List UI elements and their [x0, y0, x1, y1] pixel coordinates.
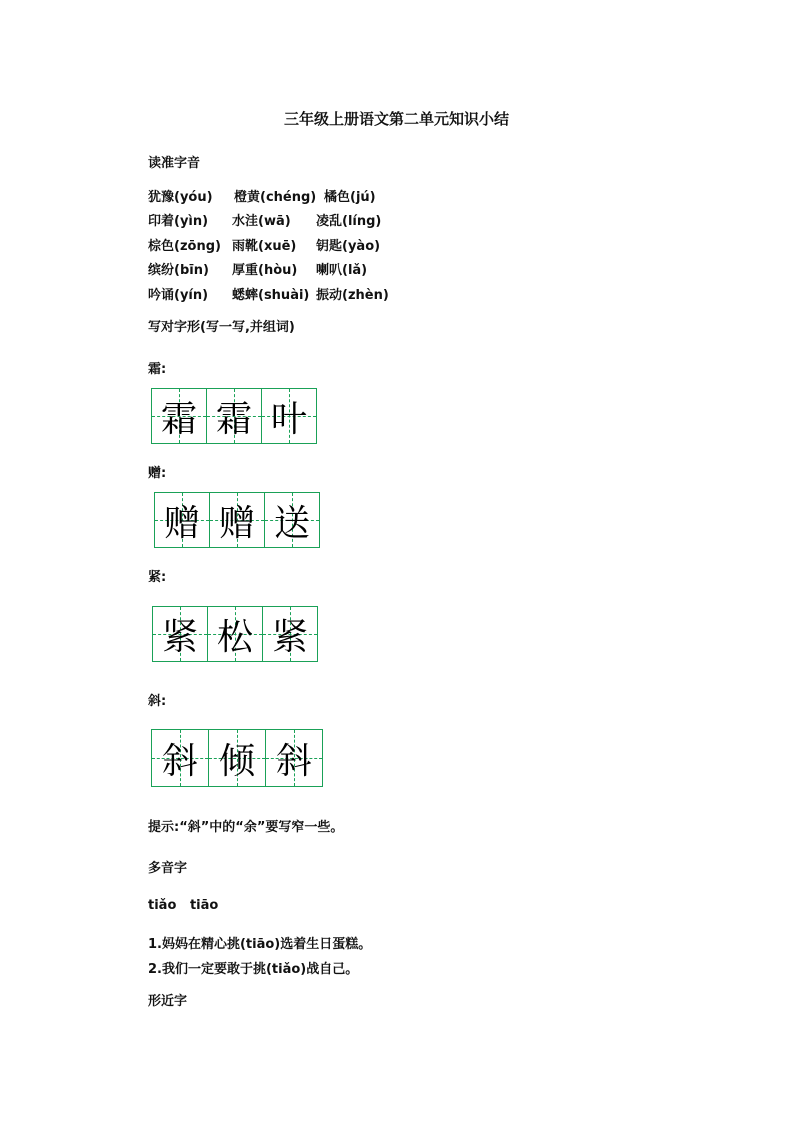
- vocab-item: 振动(zhèn): [316, 288, 389, 303]
- vocab-item: 水洼(wā): [232, 214, 291, 229]
- vocab-item: 凌乱(líng): [316, 214, 382, 229]
- grid-cell: [209, 492, 265, 548]
- section-heading-read: 读准字音: [148, 156, 201, 171]
- vocab-item: 厚重(hòu): [232, 263, 298, 278]
- polyphonic-readings: tiǎo tiāo: [148, 898, 219, 913]
- grid-glyph: 送: [273, 502, 310, 544]
- grid-glyph: 叶: [270, 398, 307, 440]
- vocab-item: 棕色(zōng): [148, 239, 221, 254]
- vocab-item: 吟诵(yín): [148, 288, 209, 303]
- section-heading-similar: 形近字: [148, 994, 188, 1009]
- grid-cell: [151, 729, 209, 787]
- grid-cell: [207, 606, 263, 662]
- vocab-item: 喇叭(lǎ): [316, 263, 368, 278]
- polyphonic-sentence: 2.我们一定要敢于挑(tiǎo)战自己。: [148, 962, 359, 977]
- polyphonic-sentence: 1.妈妈在精心挑(tiāo)选着生日蛋糕。: [148, 937, 372, 952]
- vocab-item: 橘色(jú): [324, 190, 376, 205]
- tip-text: 提示:“斜”中的“余”要写窄一些。: [148, 820, 344, 835]
- vocab-item: 钥匙(yào): [316, 239, 381, 254]
- grid-cell: [261, 388, 317, 444]
- vocab-item: 缤纷(bīn): [148, 263, 209, 278]
- grid-cell: [154, 492, 210, 548]
- grid-glyph: 赠: [163, 502, 200, 544]
- grid-cell: [151, 388, 207, 444]
- vocab-item: 印着(yìn): [148, 214, 209, 229]
- char-label: 霜:: [148, 362, 167, 377]
- grid-glyph: 霜: [160, 398, 197, 440]
- grid-cell: [152, 606, 208, 662]
- grid-glyph: 斜: [161, 740, 198, 782]
- writing-grid: [151, 729, 322, 787]
- page-title: 三年级上册语文第二单元知识小结: [283, 110, 509, 128]
- writing-grid: [151, 388, 316, 444]
- grid-cell: [206, 388, 262, 444]
- vocab-item: 雨靴(xuē): [232, 239, 297, 254]
- grid-glyph: 赠: [218, 502, 255, 544]
- grid-glyph: 倾: [218, 740, 255, 782]
- grid-cell: [208, 729, 266, 787]
- grid-glyph: 松: [216, 616, 253, 658]
- grid-glyph: 斜: [275, 740, 312, 782]
- grid-cell: [265, 729, 323, 787]
- vocab-item: 橙黄(chéng): [234, 190, 317, 205]
- grid-glyph: 紧: [271, 616, 308, 658]
- grid-glyph: 紧: [161, 616, 198, 658]
- grid-cell: [264, 492, 320, 548]
- section-heading-polyphonic: 多音字: [148, 861, 188, 876]
- grid-cell: [262, 606, 318, 662]
- writing-grid: [152, 606, 317, 662]
- grid-glyph: 霜: [215, 398, 252, 440]
- char-label: 斜:: [148, 694, 167, 709]
- char-label: 赠:: [148, 466, 167, 481]
- vocab-item: 蟋蟀(shuài): [232, 288, 310, 303]
- section-heading-write: 写对字形(写一写,并组词): [148, 320, 295, 335]
- vocab-item: 犹豫(yóu): [148, 190, 213, 205]
- char-label: 紧:: [148, 570, 167, 585]
- writing-grid: [154, 492, 319, 548]
